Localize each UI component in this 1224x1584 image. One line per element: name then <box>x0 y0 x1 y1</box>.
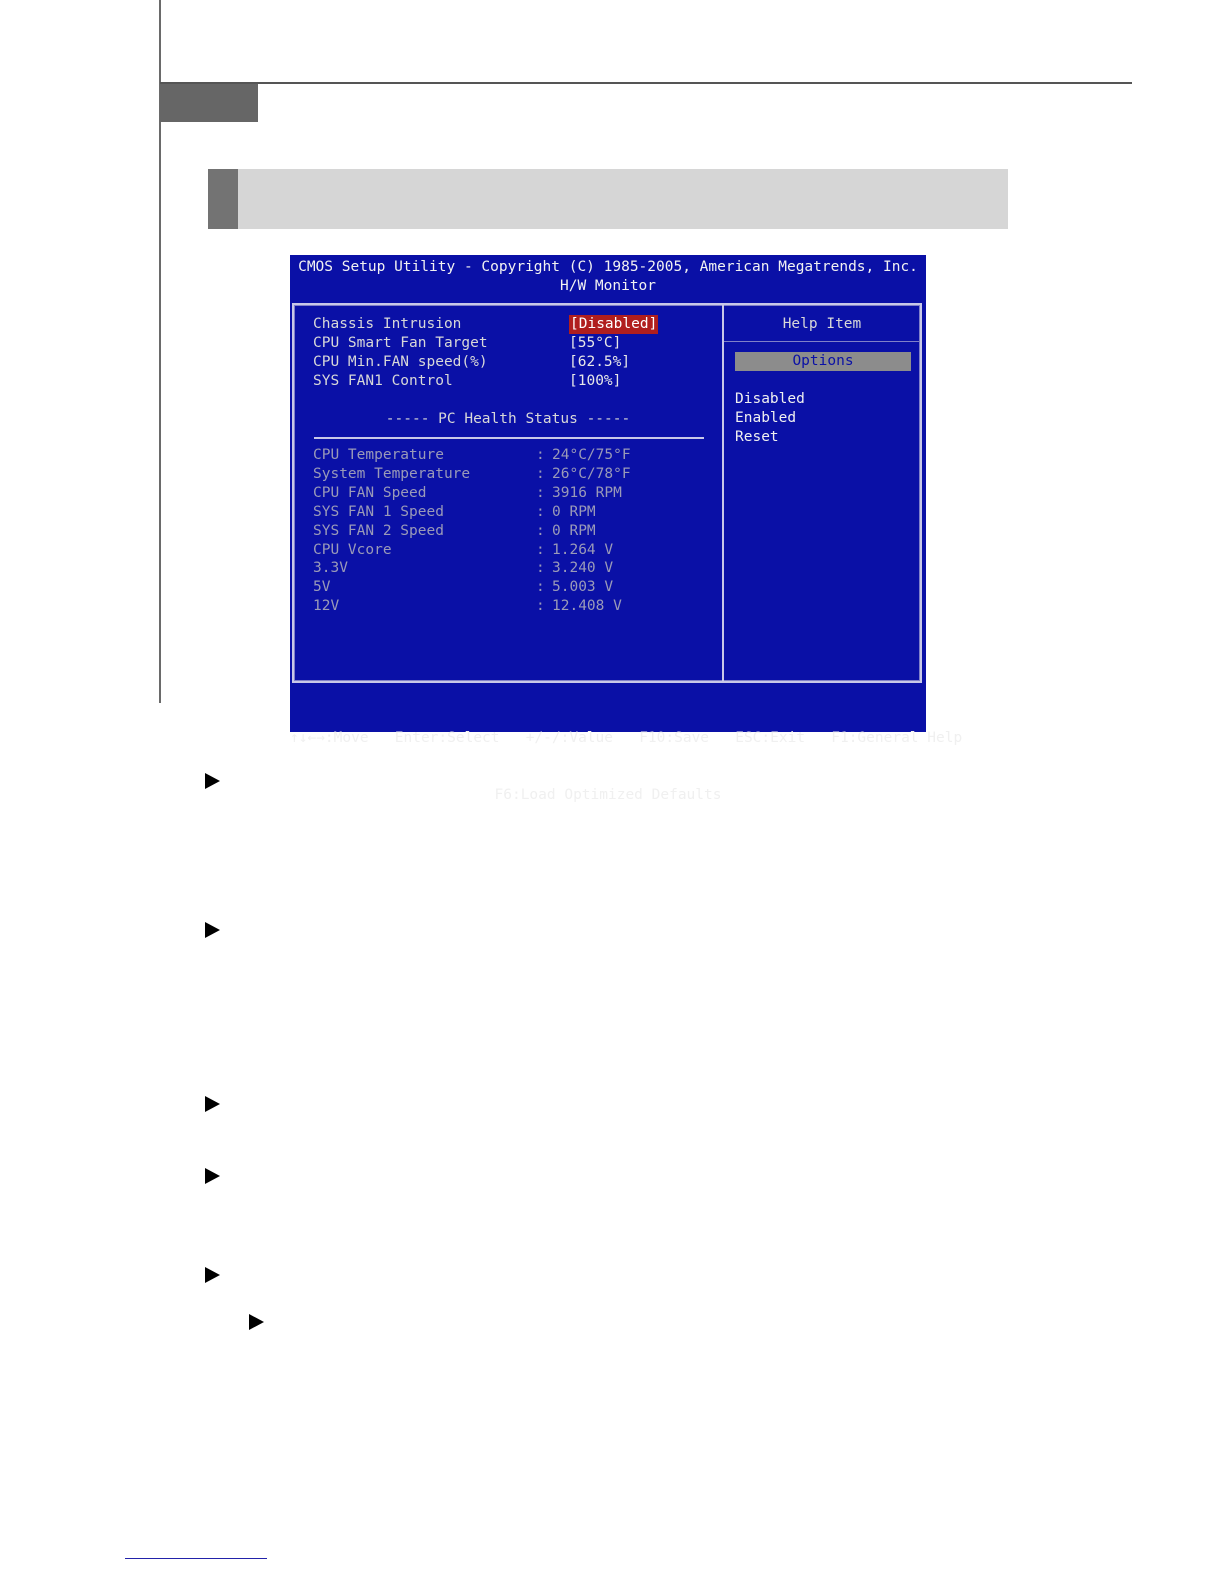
bullet-arrow-icon <box>249 1314 264 1330</box>
status-separator: : <box>536 560 545 576</box>
status-separator: : <box>536 485 545 501</box>
bullet-arrow-icon <box>205 1267 220 1283</box>
status-value: 0 RPM <box>552 523 596 539</box>
status-label: 3.3V <box>313 560 348 576</box>
section-heading-band <box>208 169 1008 229</box>
status-row <box>313 578 713 597</box>
setting-value[interactable]: [55°C] <box>569 335 622 351</box>
status-value: 1.264 V <box>552 542 614 558</box>
status-label: CPU Vcore <box>313 542 392 558</box>
status-value: 3916 RPM <box>552 485 622 501</box>
bios-titlebar <box>290 255 926 295</box>
setting-cpu-min-fan-speed[interactable] <box>313 353 713 372</box>
status-label: SYS FAN 1 Speed <box>313 504 444 520</box>
setting-sys-fan1-control[interactable] <box>313 372 713 391</box>
help-item-heading: Help Item <box>782 316 862 332</box>
bios-subtitle: H/W Monitor <box>559 278 657 294</box>
setting-value[interactable]: [100%] <box>569 373 622 389</box>
bios-screen <box>290 255 963 803</box>
status-label: CPU Temperature <box>313 447 444 463</box>
key-hints-line: F6:Load Optimized Defaults <box>494 787 722 803</box>
status-row <box>313 541 713 560</box>
setting-chassis-intrusion[interactable] <box>313 315 713 334</box>
footer-link-underline <box>125 1558 267 1559</box>
status-value: 5.003 V <box>552 579 614 595</box>
setting-value-selected[interactable]: [Disabled] <box>570 316 658 332</box>
setting-label: CPU Smart Fan Target <box>313 335 488 351</box>
header-rule <box>160 82 1132 84</box>
chapter-tab <box>160 84 258 122</box>
setting-value[interactable]: [62.5%] <box>569 354 631 370</box>
status-row <box>313 559 713 578</box>
bios-pane-divider <box>722 305 724 681</box>
status-label: 12V <box>313 598 340 614</box>
pc-health-divider <box>314 437 704 439</box>
status-label: SYS FAN 2 Speed <box>313 523 444 539</box>
setting-label: SYS FAN1 Control <box>313 373 453 389</box>
status-value: 24°C/75°F <box>552 447 631 463</box>
bullet-arrow-icon <box>205 1096 220 1112</box>
help-option: Disabled <box>735 391 805 407</box>
status-separator: : <box>536 542 545 558</box>
status-separator: : <box>536 466 545 482</box>
help-option: Enabled <box>735 410 797 426</box>
bullet-arrow-icon <box>205 922 220 938</box>
status-row <box>313 522 713 541</box>
pc-health-status-title: ----- PC Health Status ----- <box>385 411 631 427</box>
bullet-arrow-icon <box>205 773 220 789</box>
status-row <box>313 465 713 484</box>
status-label: 5V <box>313 579 331 595</box>
status-separator: : <box>536 447 545 463</box>
help-divider <box>724 341 920 342</box>
status-separator: : <box>536 504 545 520</box>
status-separator: : <box>536 579 545 595</box>
bullet-arrow-icon <box>205 1168 220 1184</box>
status-value: 12.408 V <box>552 598 622 614</box>
setting-label: Chassis Intrusion <box>313 316 462 332</box>
status-separator: : <box>536 598 545 614</box>
bios-key-hints <box>290 691 963 843</box>
status-value: 26°C/78°F <box>552 466 631 482</box>
help-options-bar: Options <box>735 352 911 371</box>
bios-title: CMOS Setup Utility - Copyright (C) 1985-2005, American Megatrends, Inc. <box>298 259 918 275</box>
status-row <box>313 446 713 465</box>
key-hints-line: ↑↓←→:Move Enter:Select +/-/:Value F10:Save ESC:Exit F1:General Help <box>290 730 963 746</box>
section-heading-marker <box>208 169 238 229</box>
help-option: Reset <box>735 429 779 445</box>
setting-cpu-smart-fan-target[interactable] <box>313 334 713 353</box>
status-label: CPU FAN Speed <box>313 485 427 501</box>
status-row <box>313 597 713 616</box>
status-value: 3.240 V <box>552 560 614 576</box>
status-value: 0 RPM <box>552 504 596 520</box>
status-label: System Temperature <box>313 466 471 482</box>
setting-label: CPU Min.FAN speed(%) <box>313 354 488 370</box>
status-row <box>313 503 713 522</box>
status-separator: : <box>536 523 545 539</box>
status-row <box>313 484 713 503</box>
